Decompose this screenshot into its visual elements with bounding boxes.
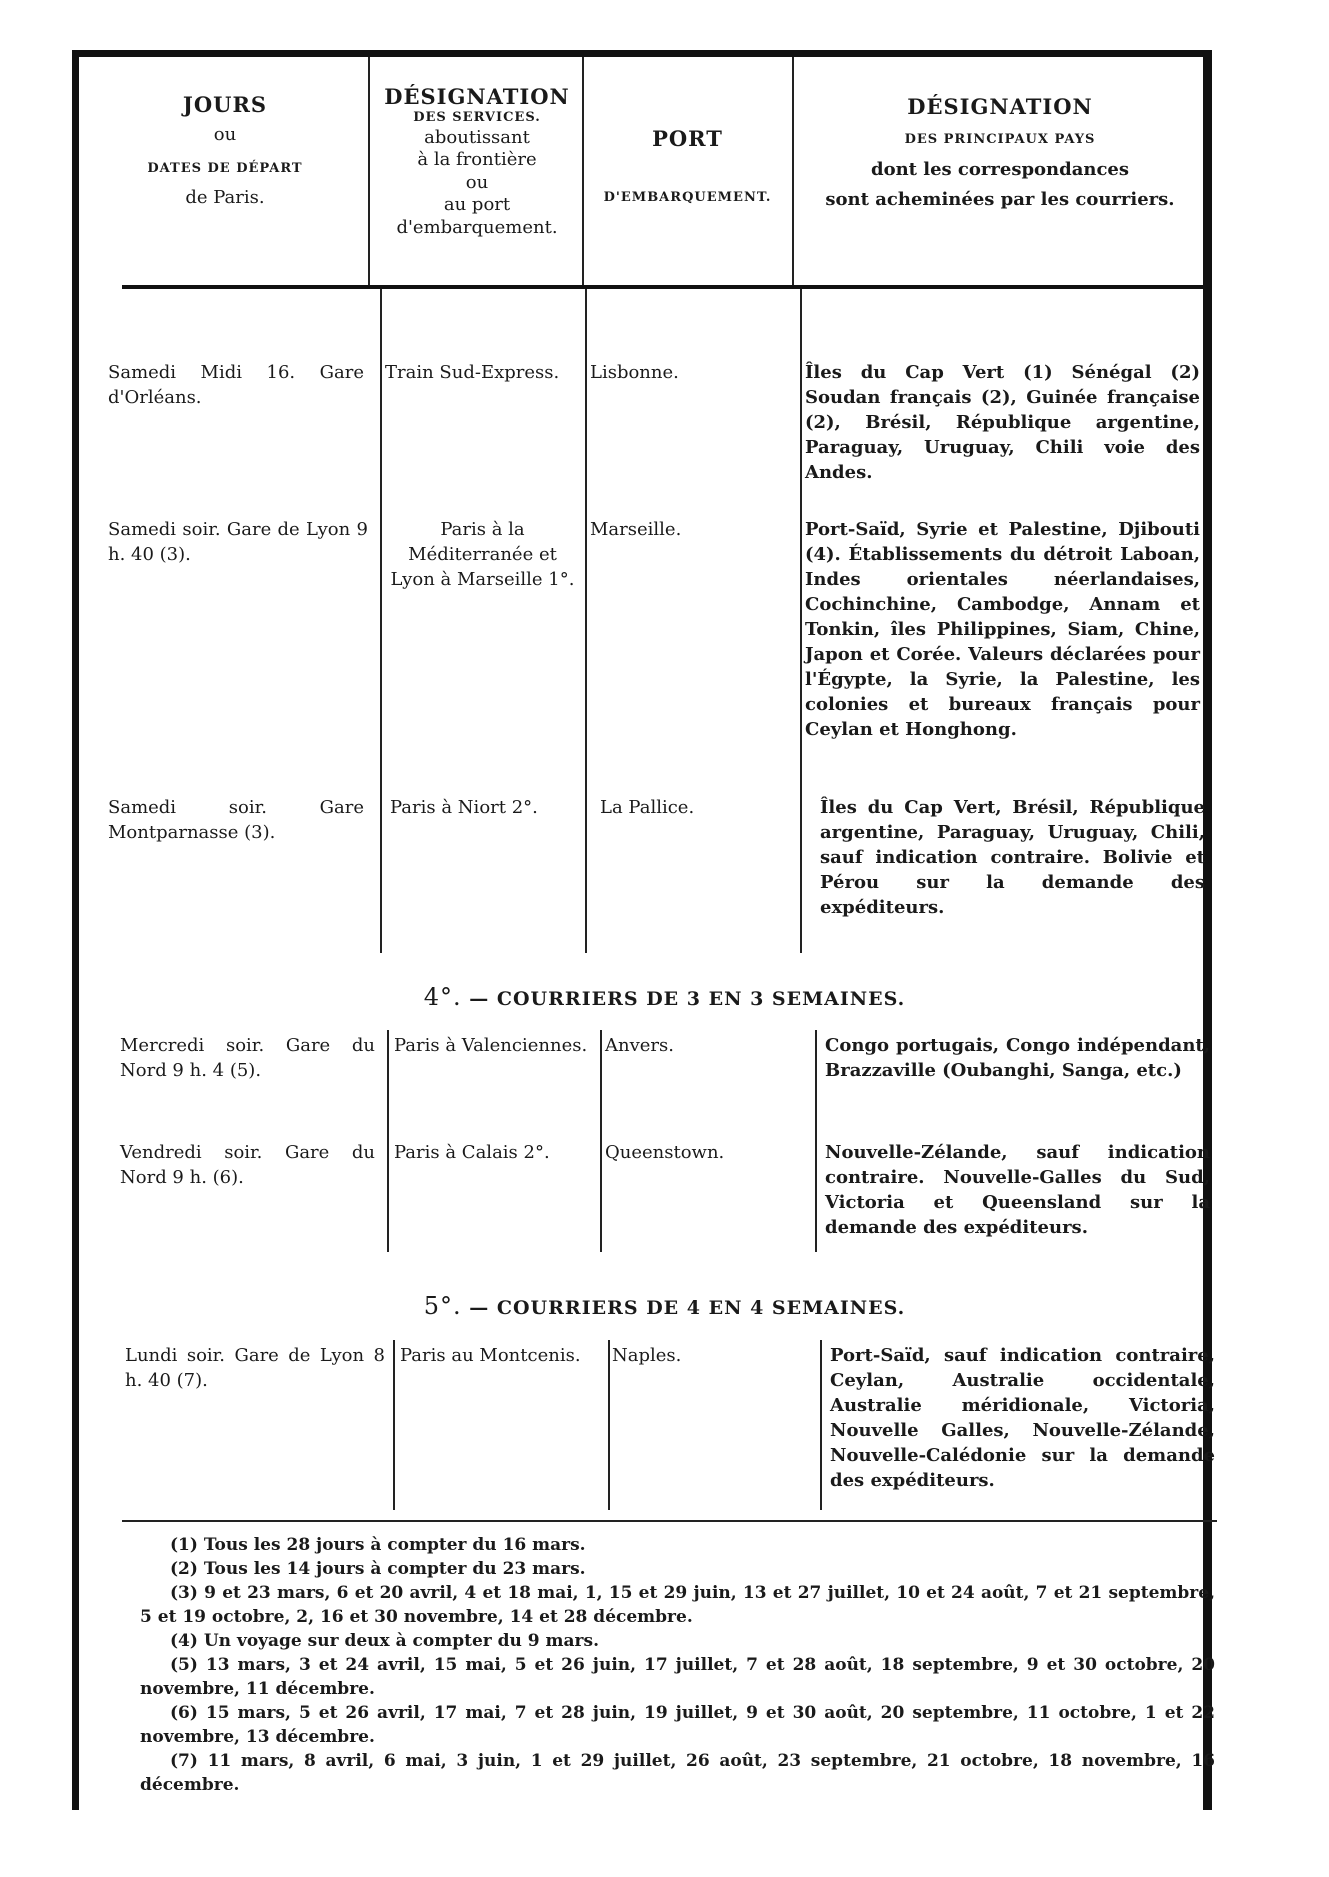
row2-port: Marseille. <box>590 519 682 540</box>
row1-port: Lisbonne. <box>590 362 679 383</box>
section-4-number: 4°. <box>423 983 462 1011</box>
row4-depart: Mercredi soir. Gare du Nord 9 h. 4 (5). <box>120 1035 375 1081</box>
footnote-3: (3) 9 et 23 mars, 6 et 20 avril, 4 et 18 mai, 1, 15 et 29 juin, 13 et 27 juillet, 10 et 24 août, 7 et 21 septembre, 5 et 19 octobre, 2, 16 et 30 novembre, 14 et 28 décembre. <box>140 1583 1215 1627</box>
header-d-embarquement-port: D'EMBARQUEMENT. <box>603 190 772 206</box>
row4-port: Anvers. <box>605 1035 674 1056</box>
notes-rule <box>122 1520 1217 1522</box>
row1-depart: Samedi Midi 16. Gare d'Orléans. <box>108 362 364 408</box>
group1-divider-3 <box>800 289 802 953</box>
group2-divider-1 <box>387 1030 389 1252</box>
header-ou: ou <box>213 124 237 146</box>
header-rule <box>122 285 1207 289</box>
header-de-paris: de Paris. <box>185 187 265 208</box>
row2-depart: Samedi soir. Gare de Lyon 9 h. 40 (3). <box>108 519 368 565</box>
section-4-dash: — <box>469 988 490 1010</box>
group3-divider-3 <box>820 1340 822 1510</box>
footnote-4: (4) Un voyage sur deux à compter du 9 mars. <box>170 1631 599 1651</box>
header-dont-les-correspondances: dont les correspondances <box>870 158 1130 180</box>
header-divider-3 <box>792 57 794 287</box>
header-designation: DÉSIGNATION <box>384 84 570 109</box>
row1-pays: Îles du Cap Vert (1) Sénégal (2) Soudan français (2), Guinée française (2), Brésil, République argentine, Paraguay, Uruguay, Chili voie des Andes. <box>805 362 1200 483</box>
row4-pays: Congo portugais, Congo indépendant, Brazzaville (Oubanghi, Sanga, etc.) <box>825 1035 1210 1081</box>
header-des-principaux-pays: DES PRINCIPAUX PAYS <box>904 132 1096 148</box>
group3-divider-2 <box>608 1340 610 1510</box>
group1-divider-1 <box>380 289 382 953</box>
section-4-title <box>122 983 1207 1011</box>
header-divider-1 <box>368 57 370 287</box>
row3-depart: Samedi soir. Gare Montparnasse (3). <box>108 797 364 843</box>
header-aboutissant: aboutissant <box>424 126 530 148</box>
header-col-services <box>372 84 582 239</box>
row2-pays: Port-Saïd, Syrie et Palestine, Djibouti (4). Établissements du détroit Laboan, Indes orientales néerlandaises, Cochinchine, Cambodge, Annam et Tonkin, îles Philippines, Siam, Chine, Japon et Corée. Valeurs déclarées pour l'Égypte, la Syrie, la Palestine, les colonies et bureaux français pour Ceylan et Honghong. <box>805 519 1200 740</box>
row5-service: Paris à Calais 2°. <box>394 1142 550 1163</box>
header-port: PORT <box>652 126 723 151</box>
row3-pays: Îles du Cap Vert, Brésil, République argentine, Paraguay, Uruguay, Chili, sauf indication contraire. Bolivie et Pérou sur la demande des expéditeurs. <box>820 797 1205 918</box>
row1-service: Train Sud-Express. <box>385 362 560 383</box>
row6-port: Naples. <box>612 1345 682 1366</box>
row6-service: Paris au Montcenis. <box>400 1345 581 1366</box>
row3-port: La Pallice. <box>600 797 695 818</box>
header-col-pays <box>800 94 1200 212</box>
group2-divider-2 <box>600 1030 602 1252</box>
header-designation-pays: DÉSIGNATION <box>907 94 1093 119</box>
group2-divider-3 <box>815 1030 817 1252</box>
row6-pays: Port-Saïd, sauf indication contraire, Ceylan, Australie occidentale, Australie méridionale, Victoria, Nouvelle Galles, Nouvelle-Zélande, Nouvelle-Calédonie sur la demande des expéditeurs. <box>830 1345 1215 1491</box>
header-divider-2 <box>582 57 584 287</box>
header-des-services: DES SERVICES. <box>413 110 541 126</box>
footnote-2: (2) Tous les 14 jours à compter du 23 mars. <box>170 1559 586 1579</box>
footnote-7: (7) 11 mars, 8 avril, 6 mai, 3 juin, 1 et 29 juillet, 26 août, 23 septembre, 21 octobre, 18 novembre, 16 décembre. <box>140 1751 1215 1795</box>
row6-depart: Lundi soir. Gare de Lyon 8 h. 40 (7). <box>125 1345 385 1391</box>
header-col-jours <box>100 92 350 210</box>
header-jours: JOURS <box>182 92 268 117</box>
header-sont-acheminees: sont acheminées par les courriers. <box>825 189 1175 210</box>
header-a-la-frontiere: à la frontière <box>417 149 537 170</box>
footnotes <box>140 1533 1215 1797</box>
section-5-dash: — <box>469 1297 490 1319</box>
row4-service: Paris à Valenciennes. <box>394 1035 588 1056</box>
section-5-number: 5°. <box>423 1292 462 1320</box>
row3-service: Paris à Niort 2°. <box>390 797 538 818</box>
row5-pays: Nouvelle-Zélande, sauf indication contraire. Nouvelle-Galles du Sud, Victoria et Queensland sur la demande des expéditeurs. <box>825 1142 1210 1238</box>
header-au-port: au port <box>443 194 511 215</box>
footnote-6: (6) 15 mars, 5 et 26 avril, 17 mai, 7 et 28 juin, 19 juillet, 9 et 30 août, 20 septembre, 11 octobre, 1 et 22 novembre, 13 décembre. <box>140 1703 1215 1747</box>
header-col-port <box>585 126 790 207</box>
group3-divider-1 <box>393 1340 395 1510</box>
footnote-5: (5) 13 mars, 3 et 24 avril, 15 mai, 5 et 26 juin, 17 juillet, 7 et 28 août, 18 septembre, 9 et 30 octobre, 20 novembre, 11 décembre. <box>140 1655 1215 1699</box>
group1-divider-2 <box>585 289 587 953</box>
section-5-label: COURRIERS DE 4 EN 4 SEMAINES. <box>496 1297 906 1319</box>
header-dates-de-depart: DATES DE DÉPART <box>147 160 303 176</box>
row5-depart: Vendredi soir. Gare du Nord 9 h. (6). <box>120 1142 375 1188</box>
row5-port: Queenstown. <box>605 1142 725 1163</box>
section-5-title <box>122 1292 1207 1320</box>
header-d-embarquement: d'embarquement. <box>396 216 558 238</box>
footnote-1: (1) Tous les 28 jours à compter du 16 mars. <box>170 1535 586 1555</box>
row2-service: Paris à la Méditerranée et Lyon à Marseille 1°. <box>390 519 575 590</box>
section-4-label: COURRIERS DE 3 EN 3 SEMAINES. <box>496 988 906 1010</box>
header-ou-2: ou <box>465 171 489 193</box>
